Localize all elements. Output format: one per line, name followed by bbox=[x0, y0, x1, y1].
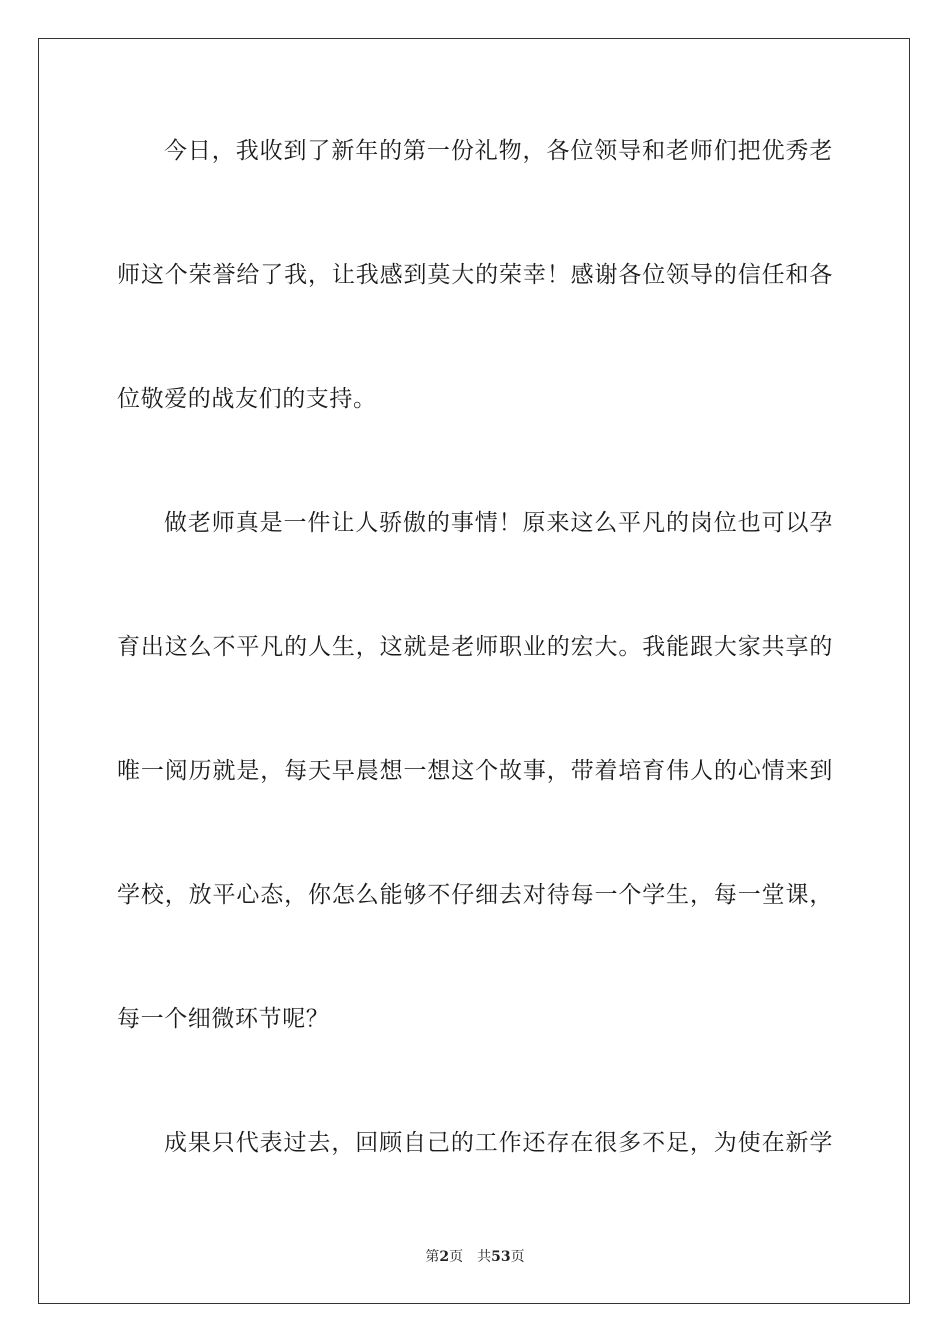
paragraph-2-line-1: 做老师真是一件让人骄傲的事情！原来这么平凡的岗位也可以孕 bbox=[164, 510, 833, 536]
footer-page-prefix: 第 bbox=[425, 1249, 440, 1265]
paragraph-2-line-4: 学校，放平心态，你怎么能够不仔细去对待每一个学生，每一堂课， bbox=[117, 882, 833, 908]
paragraph-3-line-1: 成果只代表过去，回顾自己的工作还存在很多不足，为使在新学 bbox=[164, 1130, 833, 1156]
paragraph-2-line-3: 唯一阅历就是，每天早晨想一想这个故事，带着培育伟人的心情来到 bbox=[117, 758, 833, 784]
paragraph-1-line-2: 师这个荣誉给了我，让我感到莫大的荣幸！感谢各位领导的信任和各 bbox=[117, 262, 833, 288]
paragraph-1-line-1: 今日，我收到了新年的第一份礼物，各位领导和老师们把优秀老 bbox=[164, 138, 833, 164]
footer-total-prefix: 共 bbox=[477, 1249, 492, 1265]
footer-total-suffix: 页 bbox=[510, 1249, 525, 1265]
footer-page-suffix: 页 bbox=[449, 1249, 464, 1265]
paragraph-2-line-5: 每一个细微环节呢？ bbox=[117, 1006, 330, 1032]
page-footer bbox=[0, 1245, 950, 1269]
paragraph-2-line-2: 育出这么不平凡的人生，这就是老师职业的宏大。我能跟大家共享的 bbox=[117, 634, 833, 660]
paragraph-1-line-3: 位敬爱的战友们的支持。 bbox=[117, 386, 377, 412]
footer-total-pages: 53 bbox=[491, 1249, 511, 1265]
footer-page-number: 2 bbox=[439, 1249, 450, 1265]
page-border bbox=[38, 38, 910, 1304]
